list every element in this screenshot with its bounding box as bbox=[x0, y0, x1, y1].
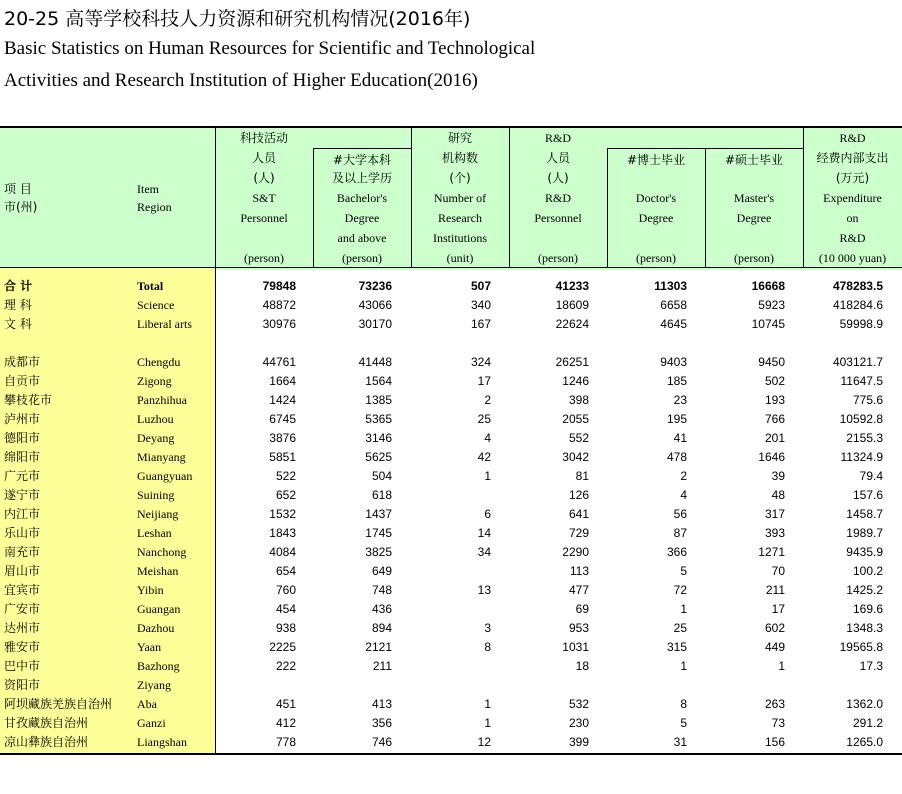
cell-value: 12 bbox=[477, 735, 491, 749]
region-name-cn: 成都市 bbox=[4, 355, 41, 369]
region-name-en: Suining bbox=[137, 488, 175, 502]
cell-value: 2 bbox=[680, 469, 687, 483]
cell-value: 618 bbox=[371, 488, 392, 502]
region-name-en: Chengdu bbox=[137, 355, 181, 369]
cell-value: 436 bbox=[371, 602, 392, 616]
table-row bbox=[0, 657, 902, 676]
table-row bbox=[0, 410, 902, 429]
region-name-cn: 雅安市 bbox=[4, 640, 41, 654]
cell-value: 4 bbox=[484, 431, 491, 445]
header-bach-line: Bachelor's bbox=[336, 191, 388, 205]
cell-value: 522 bbox=[275, 469, 296, 483]
cell-value: 894 bbox=[371, 621, 392, 635]
cell-value: 2055 bbox=[562, 412, 589, 426]
region-name-cn: 巴中市 bbox=[4, 659, 41, 673]
table-row bbox=[0, 524, 902, 543]
header-mas-line: Master's bbox=[733, 191, 775, 205]
table-row bbox=[0, 486, 902, 505]
table-row bbox=[0, 733, 902, 752]
header-rd-line: (人) bbox=[547, 171, 569, 185]
cell-value: 9450 bbox=[758, 355, 785, 369]
cell-value: 18 bbox=[575, 659, 589, 673]
cell-value: 315 bbox=[666, 640, 687, 654]
cell-value: 87 bbox=[673, 526, 687, 540]
cell-value: 9403 bbox=[660, 355, 687, 369]
header-rd-line: Personnel bbox=[534, 211, 582, 225]
cell-value: 451 bbox=[275, 697, 296, 711]
region-name-en: Neijiang bbox=[137, 507, 179, 521]
cell-value: 42 bbox=[477, 450, 491, 464]
title-en-line1: Basic Statistics on Human Resources for Scientific and Technological bbox=[4, 38, 536, 59]
header-bach-line: and above bbox=[337, 231, 387, 245]
cell-value: 59998.9 bbox=[839, 317, 883, 331]
cell-value: 79.4 bbox=[859, 469, 883, 483]
region-name-cn: 理 科 bbox=[4, 298, 32, 312]
cell-value: 1271 bbox=[758, 545, 785, 559]
cell-value: 552 bbox=[568, 431, 589, 445]
cell-value: 340 bbox=[470, 298, 491, 312]
cell-value: 654 bbox=[275, 564, 296, 578]
cell-value: 3876 bbox=[269, 431, 296, 445]
header-inst-line: Number of bbox=[433, 191, 487, 205]
cell-value: 5 bbox=[680, 564, 687, 578]
cell-value: 263 bbox=[764, 697, 785, 711]
cell-value: 477 bbox=[568, 583, 589, 597]
cell-value: 69 bbox=[575, 602, 589, 616]
table-row bbox=[0, 600, 902, 619]
cell-value: 1031 bbox=[562, 640, 589, 654]
region-name-en: Yaan bbox=[137, 640, 162, 654]
region-name-en: Guangan bbox=[137, 602, 181, 616]
cell-value: 17.3 bbox=[859, 659, 883, 673]
header-rd-unit: (person) bbox=[538, 251, 578, 265]
region-name-en: Meishan bbox=[137, 564, 179, 578]
cell-value: 6745 bbox=[269, 412, 296, 426]
table-bottom-rule bbox=[0, 753, 902, 755]
region-name-cn: 泸州市 bbox=[4, 412, 41, 426]
cell-value: 5625 bbox=[365, 450, 392, 464]
cell-value: 1425.2 bbox=[846, 583, 883, 597]
header-mas-unit: (person) bbox=[734, 251, 774, 265]
region-name-en: Leshan bbox=[137, 526, 172, 540]
cell-value: 652 bbox=[275, 488, 296, 502]
cell-value: 9435.9 bbox=[846, 545, 883, 559]
cell-value: 230 bbox=[568, 716, 589, 730]
region-name-cn: 内江市 bbox=[4, 507, 41, 521]
cell-value: 41233 bbox=[555, 279, 589, 293]
region-name-en: Zigong bbox=[137, 374, 172, 388]
table-row bbox=[0, 353, 902, 372]
table-row bbox=[0, 467, 902, 486]
cell-value: 26251 bbox=[555, 355, 589, 369]
cell-value: 5923 bbox=[758, 298, 785, 312]
header-exp-line: 经费内部支出 bbox=[816, 151, 889, 165]
header-doc-line: #博士毕业 bbox=[626, 153, 686, 167]
cell-value: 502 bbox=[764, 374, 785, 388]
cell-value: 1 bbox=[484, 697, 491, 711]
cell-value: 73236 bbox=[358, 279, 392, 293]
header-st-line: (人) bbox=[253, 171, 275, 185]
header-rule bbox=[607, 148, 803, 149]
region-name-en: Guangyuan bbox=[137, 469, 193, 483]
cell-value: 23 bbox=[673, 393, 687, 407]
cell-value: 11647.5 bbox=[840, 374, 883, 388]
cell-value: 1989.7 bbox=[846, 526, 883, 540]
region-name-cn: 达州市 bbox=[4, 621, 41, 635]
header-inst-unit: (unit) bbox=[446, 251, 474, 265]
title-cn: 20-25 高等学校科技人力资源和研究机构情况(2016年) bbox=[4, 8, 471, 30]
cell-value: 393 bbox=[764, 526, 785, 540]
cell-value: 532 bbox=[568, 697, 589, 711]
cell-value: 1385 bbox=[365, 393, 392, 407]
cell-value: 11303 bbox=[654, 279, 687, 293]
header-st-line: S&T bbox=[252, 191, 276, 205]
region-name-en: Liangshan bbox=[137, 735, 187, 749]
header-exp-line: R&D bbox=[839, 231, 866, 245]
region-name-en: Nanchong bbox=[137, 545, 187, 559]
table-row bbox=[0, 448, 902, 467]
cell-value: 41448 bbox=[358, 355, 392, 369]
header-rd-line: 人员 bbox=[545, 151, 570, 165]
table-row bbox=[0, 277, 902, 296]
header-rd-line: R&D bbox=[544, 131, 571, 145]
cell-value: 602 bbox=[764, 621, 785, 635]
cell-value: 1843 bbox=[269, 526, 296, 540]
cell-value: 2225 bbox=[269, 640, 296, 654]
cell-value: 748 bbox=[371, 583, 392, 597]
table-row bbox=[0, 695, 902, 714]
table-row bbox=[0, 543, 902, 562]
table-row bbox=[0, 391, 902, 410]
cell-value: 1564 bbox=[365, 374, 392, 388]
cell-value: 478 bbox=[666, 450, 687, 464]
cell-value: 366 bbox=[666, 545, 687, 559]
header-inst-line: 研究 bbox=[447, 131, 472, 145]
cell-value: 729 bbox=[568, 526, 589, 540]
header-inst-line: (个) bbox=[449, 171, 471, 185]
cell-value: 81 bbox=[575, 469, 589, 483]
cell-value: 766 bbox=[764, 412, 785, 426]
header-st-line: 人员 bbox=[251, 151, 276, 165]
cell-value: 478283.5 bbox=[832, 279, 883, 293]
header-inst-line: 机构数 bbox=[441, 151, 478, 165]
cell-value: 201 bbox=[764, 431, 785, 445]
header-bach-line: Degree bbox=[344, 211, 380, 225]
cell-value: 1 bbox=[484, 716, 491, 730]
cell-value: 1246 bbox=[562, 374, 589, 388]
region-name-cn: 甘孜藏族自治州 bbox=[4, 716, 89, 730]
cell-value: 19565.8 bbox=[839, 640, 883, 654]
region-name-en: Ziyang bbox=[137, 678, 171, 692]
region-name-cn: 攀枝花市 bbox=[4, 393, 53, 407]
table-row bbox=[0, 638, 902, 657]
cell-value: 1 bbox=[484, 469, 491, 483]
header-mas-line: #硕士毕业 bbox=[724, 153, 784, 167]
cell-value: 412 bbox=[275, 716, 296, 730]
header-exp-unit: (10 000 yuan) bbox=[818, 251, 887, 265]
cell-value: 13 bbox=[477, 583, 491, 597]
header-st-line: 科技活动 bbox=[239, 131, 288, 145]
header-rule bbox=[313, 148, 411, 149]
cell-value: 18609 bbox=[555, 298, 589, 312]
cell-value: 760 bbox=[275, 583, 296, 597]
region-name-cn: 阿坝藏族羌族自治州 bbox=[4, 697, 113, 711]
region-name-en: Aba bbox=[137, 697, 157, 711]
region-name-cn: 德阳市 bbox=[4, 431, 41, 445]
cell-value: 73 bbox=[771, 716, 785, 730]
cell-value: 72 bbox=[673, 583, 687, 597]
header-exp-line: Expenditure bbox=[823, 191, 882, 205]
header-bach-line: 及以上学历 bbox=[331, 171, 392, 185]
region-name-en: Science bbox=[137, 298, 175, 312]
header-exp-line: R&D bbox=[839, 131, 866, 145]
region-name-cn: 合 计 bbox=[4, 279, 33, 293]
cell-value: 403121.7 bbox=[832, 355, 883, 369]
header-region-cn: 市(州) bbox=[4, 200, 38, 214]
table-row bbox=[0, 676, 902, 695]
cell-value: 5365 bbox=[365, 412, 392, 426]
cell-value: 11324.9 bbox=[840, 450, 883, 464]
region-name-cn: 眉山市 bbox=[4, 564, 41, 578]
cell-value: 1362.0 bbox=[846, 697, 883, 711]
cell-value: 3825 bbox=[365, 545, 392, 559]
cell-value: 1664 bbox=[269, 374, 296, 388]
cell-value: 5851 bbox=[269, 450, 296, 464]
cell-value: 31 bbox=[673, 735, 687, 749]
cell-value: 70 bbox=[771, 564, 785, 578]
cell-value: 1424 bbox=[269, 393, 296, 407]
region-name-cn: 宜宾市 bbox=[4, 583, 41, 597]
cell-value: 449 bbox=[764, 640, 785, 654]
region-name-cn: 广安市 bbox=[4, 602, 41, 616]
cell-value: 3042 bbox=[562, 450, 589, 464]
cell-value: 25 bbox=[477, 412, 491, 426]
header-exp-line: on bbox=[846, 211, 859, 225]
cell-value: 1 bbox=[680, 602, 687, 616]
table-row bbox=[0, 429, 902, 448]
region-name-en: Panzhihua bbox=[137, 393, 187, 407]
region-name-en: Bazhong bbox=[137, 659, 180, 673]
cell-value: 649 bbox=[371, 564, 392, 578]
table-row bbox=[0, 714, 902, 733]
header-rd-line: R&D bbox=[544, 191, 571, 205]
cell-value: 193 bbox=[764, 393, 785, 407]
cell-value: 1458.7 bbox=[846, 507, 883, 521]
header-inst-line: Institutions bbox=[432, 231, 487, 245]
cell-value: 1 bbox=[680, 659, 687, 673]
cell-value: 4084 bbox=[269, 545, 296, 559]
cell-value: 1646 bbox=[758, 450, 785, 464]
cell-value: 16668 bbox=[751, 279, 785, 293]
region-name-en: Mianyang bbox=[137, 450, 186, 464]
cell-value: 775.6 bbox=[852, 393, 883, 407]
cell-value: 39 bbox=[771, 469, 785, 483]
cell-value: 185 bbox=[666, 374, 687, 388]
cell-value: 100.2 bbox=[852, 564, 883, 578]
cell-value: 641 bbox=[568, 507, 589, 521]
cell-value: 746 bbox=[371, 735, 392, 749]
region-name-en: Liberal arts bbox=[137, 317, 192, 331]
cell-value: 454 bbox=[275, 602, 296, 616]
cell-value: 34 bbox=[477, 545, 491, 559]
cell-value: 41 bbox=[673, 431, 687, 445]
table-row bbox=[0, 581, 902, 600]
cell-value: 30170 bbox=[358, 317, 392, 331]
cell-value: 48872 bbox=[262, 298, 296, 312]
header-inst-line: Research bbox=[438, 211, 482, 225]
cell-value: 3146 bbox=[365, 431, 392, 445]
cell-value: 1745 bbox=[365, 526, 392, 540]
title-en-line2: Activities and Research Institution of Higher Education(2016) bbox=[4, 70, 478, 91]
region-name-cn: 乐山市 bbox=[4, 526, 41, 540]
cell-value: 8 bbox=[680, 697, 687, 711]
cell-value: 356 bbox=[371, 716, 392, 730]
cell-value: 399 bbox=[568, 735, 589, 749]
table-row bbox=[0, 619, 902, 638]
cell-value: 3 bbox=[484, 621, 491, 635]
cell-value: 10592.8 bbox=[839, 412, 883, 426]
region-name-cn: 广元市 bbox=[4, 469, 41, 483]
cell-value: 44761 bbox=[262, 355, 296, 369]
header-item-cn: 项 目 bbox=[4, 182, 32, 196]
cell-value: 398 bbox=[568, 393, 589, 407]
cell-value: 938 bbox=[275, 621, 296, 635]
cell-value: 167 bbox=[470, 317, 491, 331]
header-doc-line: Degree bbox=[638, 211, 674, 225]
cell-value: 211 bbox=[372, 659, 392, 673]
region-name-cn: 文 科 bbox=[4, 317, 32, 331]
cell-value: 157.6 bbox=[852, 488, 883, 502]
cell-value: 17 bbox=[771, 602, 785, 616]
cell-value: 291.2 bbox=[852, 716, 883, 730]
region-name-en: Dazhou bbox=[137, 621, 175, 635]
cell-value: 2290 bbox=[562, 545, 589, 559]
cell-value: 1437 bbox=[365, 507, 392, 521]
cell-value: 14 bbox=[477, 526, 491, 540]
region-name-cn: 自贡市 bbox=[4, 374, 41, 388]
cell-value: 48 bbox=[771, 488, 785, 502]
cell-value: 10745 bbox=[751, 317, 785, 331]
region-name-en: Yibin bbox=[137, 583, 164, 597]
cell-value: 169.6 bbox=[852, 602, 883, 616]
header-st-unit: (person) bbox=[244, 251, 284, 265]
table-row bbox=[0, 505, 902, 524]
header-bach-unit: (person) bbox=[342, 251, 382, 265]
cell-value: 126 bbox=[568, 488, 589, 502]
cell-value: 2121 bbox=[365, 640, 392, 654]
region-name-en: Ganzi bbox=[137, 716, 166, 730]
cell-value: 156 bbox=[764, 735, 785, 749]
header-st-line: Personnel bbox=[240, 211, 288, 225]
cell-value: 17 bbox=[477, 374, 491, 388]
cell-value: 507 bbox=[470, 279, 491, 293]
cell-value: 504 bbox=[371, 469, 392, 483]
cell-value: 2155.3 bbox=[846, 431, 883, 445]
cell-value: 30976 bbox=[262, 317, 296, 331]
cell-value: 317 bbox=[764, 507, 785, 521]
cell-value: 25 bbox=[673, 621, 687, 635]
header-item-en: Item bbox=[137, 182, 159, 196]
cell-value: 1348.3 bbox=[846, 621, 883, 635]
cell-value: 778 bbox=[275, 735, 296, 749]
header-region-en: Region bbox=[137, 200, 172, 214]
table-row bbox=[0, 334, 902, 353]
cell-value: 4 bbox=[680, 488, 687, 502]
cell-value: 8 bbox=[484, 640, 491, 654]
cell-value: 1532 bbox=[269, 507, 296, 521]
header-doc-line: Doctor's bbox=[635, 191, 677, 205]
header-bach-line: #大学本科 bbox=[332, 153, 392, 167]
region-name-cn: 资阳市 bbox=[4, 678, 41, 692]
table-row bbox=[0, 315, 902, 334]
header-mas-line: Degree bbox=[736, 211, 772, 225]
cell-value: 6658 bbox=[660, 298, 687, 312]
table-row bbox=[0, 372, 902, 391]
table-row bbox=[0, 296, 902, 315]
cell-value: 2 bbox=[484, 393, 491, 407]
region-name-cn: 遂宁市 bbox=[4, 488, 41, 502]
cell-value: 4645 bbox=[660, 317, 687, 331]
cell-value: 413 bbox=[371, 697, 392, 711]
table-row bbox=[0, 562, 902, 581]
region-name-cn: 绵阳市 bbox=[4, 450, 41, 464]
region-name-cn: 凉山彝族自治州 bbox=[4, 735, 89, 749]
region-name-en: Deyang bbox=[137, 431, 175, 445]
cell-value: 222 bbox=[275, 659, 296, 673]
cell-value: 6 bbox=[484, 507, 491, 521]
region-name-en: Total bbox=[137, 279, 164, 293]
cell-value: 953 bbox=[568, 621, 589, 635]
header-exp-line: (万元) bbox=[835, 171, 870, 185]
cell-value: 113 bbox=[569, 564, 589, 578]
cell-value: 418284.6 bbox=[832, 298, 883, 312]
cell-value: 324 bbox=[470, 355, 491, 369]
cell-value: 1265.0 bbox=[846, 735, 883, 749]
header-doc-unit: (person) bbox=[636, 251, 676, 265]
cell-value: 211 bbox=[765, 583, 785, 597]
cell-value: 5 bbox=[680, 716, 687, 730]
region-name-cn: 南充市 bbox=[4, 545, 41, 559]
cell-value: 1 bbox=[778, 659, 785, 673]
cell-value: 22624 bbox=[555, 317, 589, 331]
cell-value: 79848 bbox=[262, 279, 296, 293]
cell-value: 195 bbox=[666, 412, 687, 426]
cell-value: 56 bbox=[673, 507, 687, 521]
region-name-en: Luzhou bbox=[137, 412, 174, 426]
cell-value: 43066 bbox=[358, 298, 392, 312]
